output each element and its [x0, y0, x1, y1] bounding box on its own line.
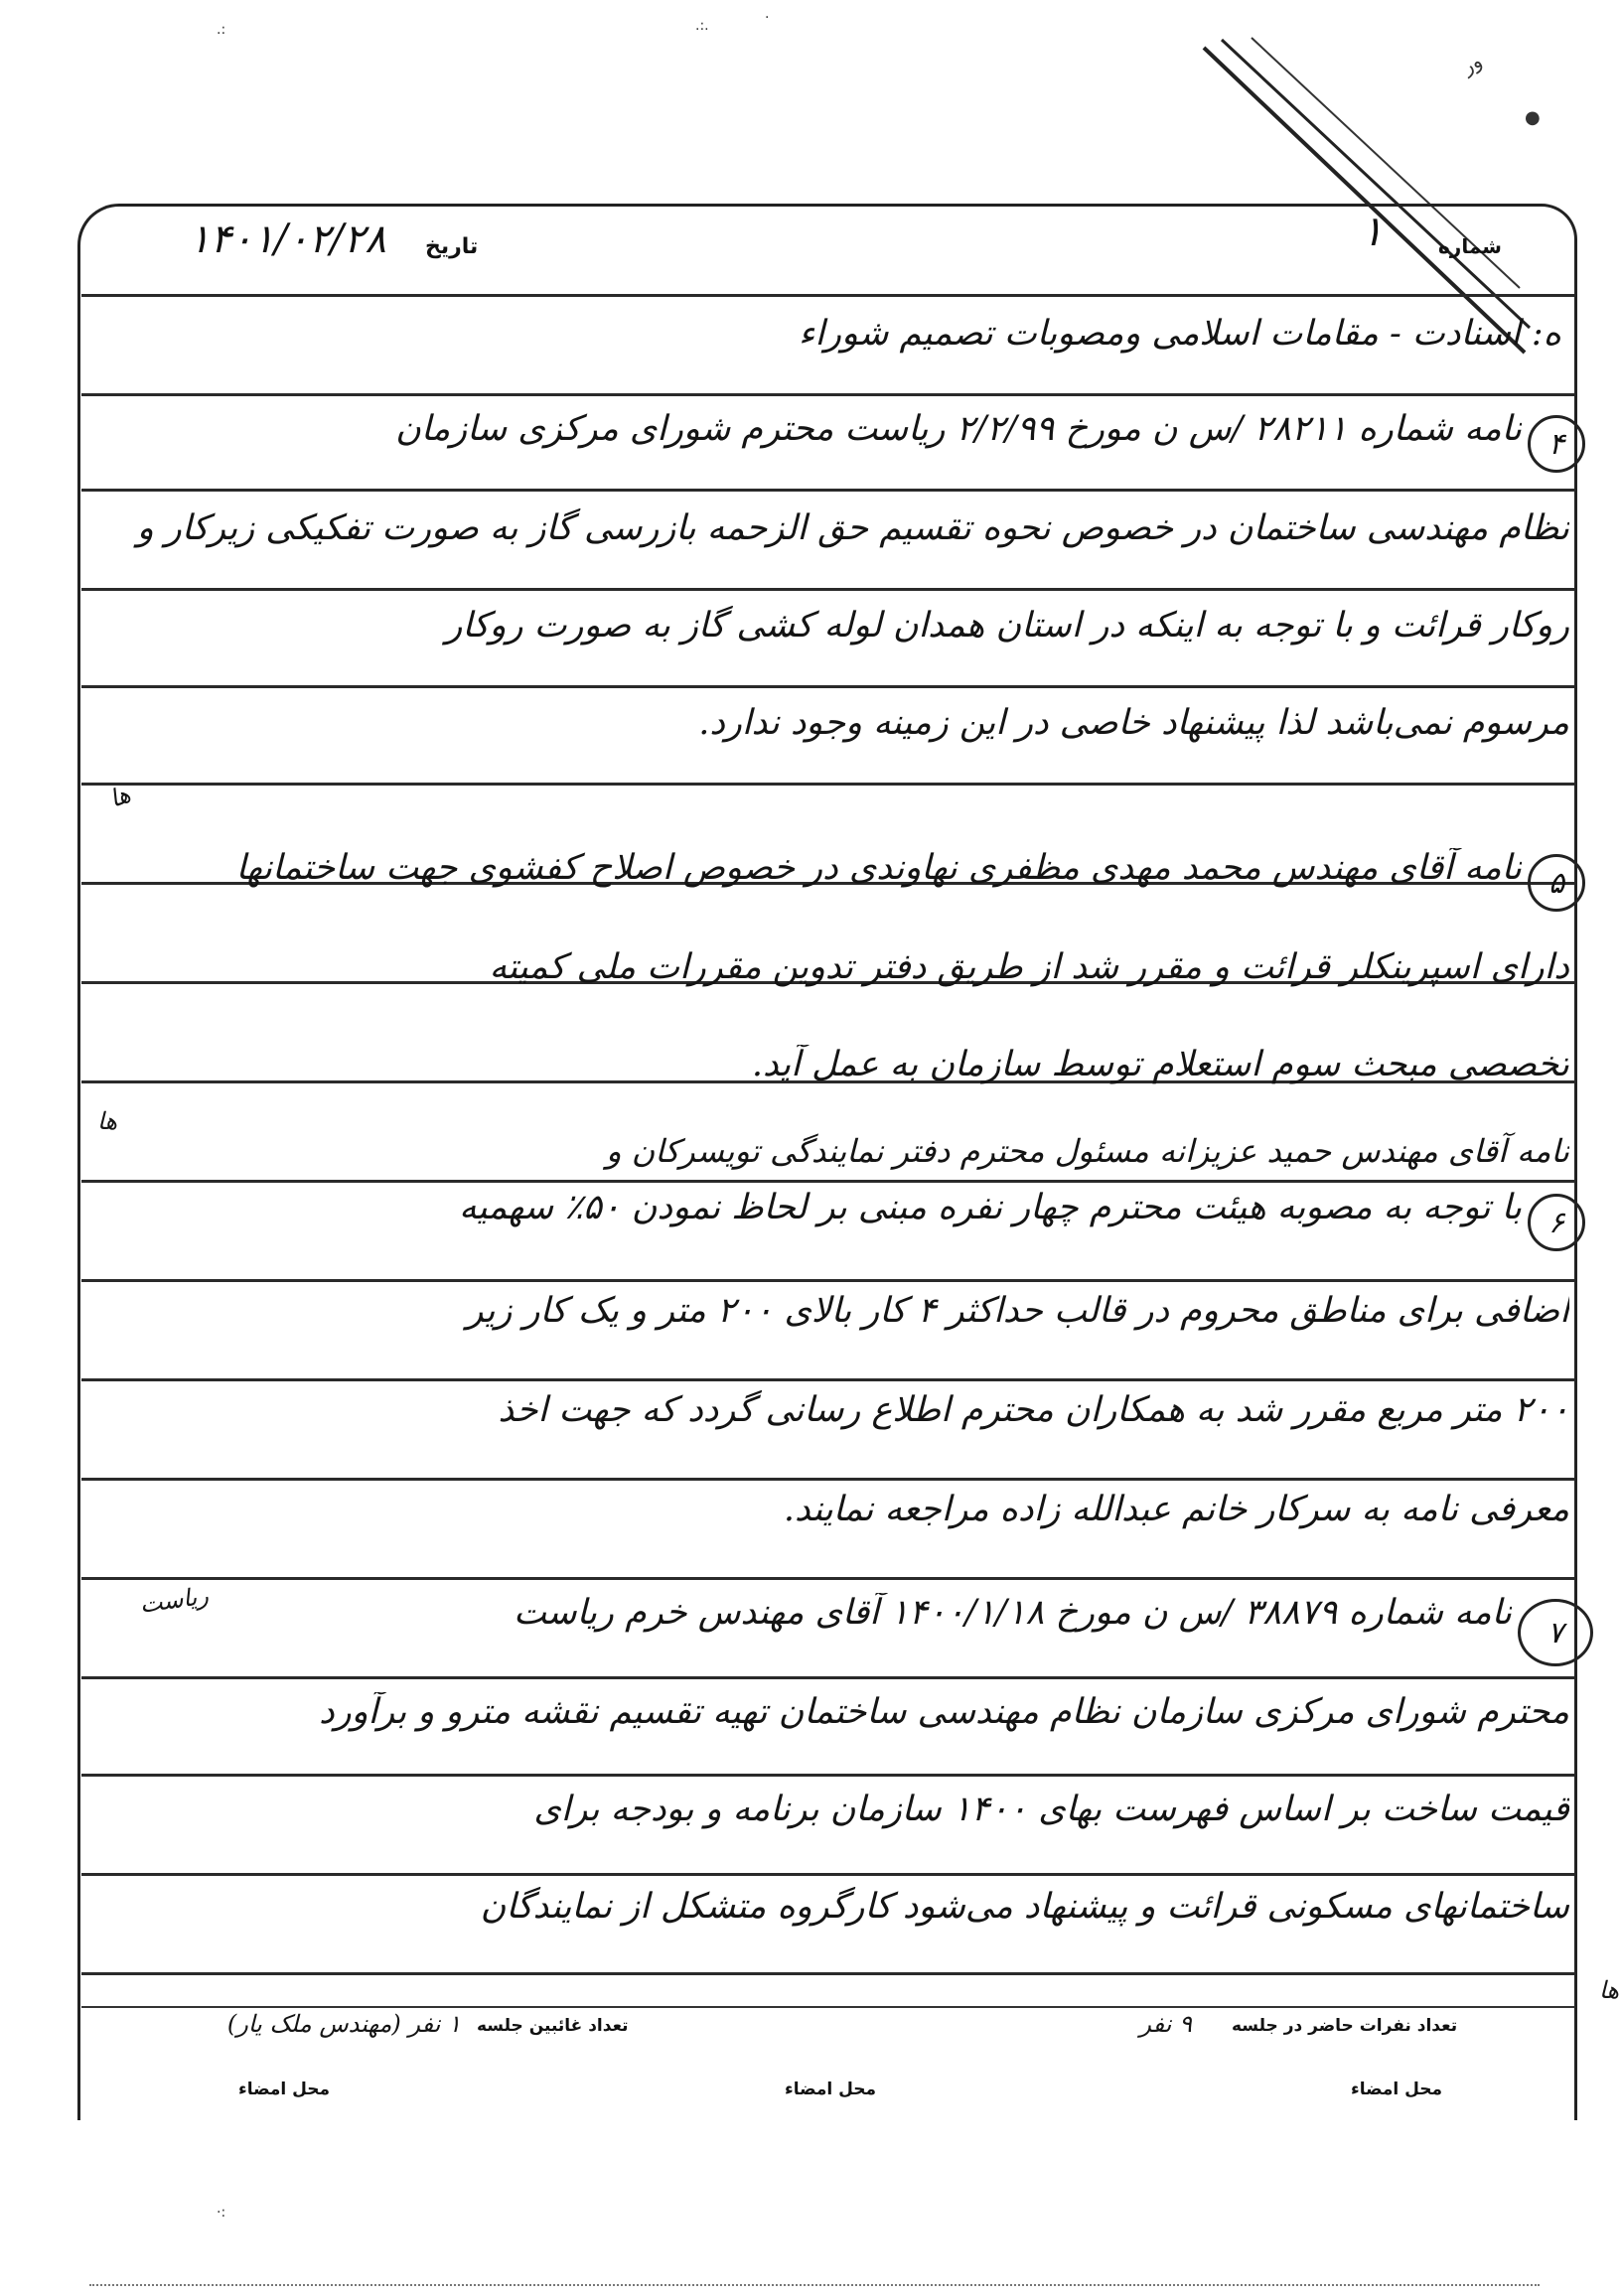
scan-speck: ·:: [217, 2205, 226, 2221]
ruled-line: [81, 294, 1575, 297]
number-value: ۱: [1361, 207, 1384, 255]
body-line-2: نامه شماره ۲۸۲۱۱ /س ن مورخ ۲/۲/۹۹ ریاست محترم شورای مرکزی سازمان: [395, 409, 1522, 449]
margin-note-4: ریاست: [137, 1581, 211, 1619]
footer-divider: [81, 2006, 1575, 2008]
present-label: تعداد نفرات حاضر در جلسه: [1232, 2016, 1458, 2036]
item-number-5: ۵: [1528, 854, 1585, 912]
ruled-line: [81, 1873, 1575, 1876]
ruled-line: [81, 1774, 1575, 1777]
item-number-6: ۶: [1528, 1194, 1585, 1251]
ruled-line: [81, 685, 1575, 688]
body-line-11: اضافی برای مناطق محروم در قالب حداکثر ۴ کار بالای ۲۰۰ متر و یک کار زیر: [466, 1291, 1569, 1331]
body-line-17: ساختمانهای مسکونی قرائت و پیشنهاد می‌شود کارگروه متشکل از نمایندگان: [480, 1887, 1569, 1927]
margin-note-2: ها: [97, 1107, 117, 1135]
body-line-4: روکار قرائت و با توجه به اینکه در استان همدان لوله کشی گاز به صورت روکار: [445, 606, 1569, 646]
body-line-16: قیمت ساخت بر اساس فهرست بهای ۱۴۰۰ سازمان برنامه و بودجه برای: [533, 1790, 1569, 1829]
body-line-7: دارای اسپرینکلر قرائت و مقرر شد از طریق دفتر تدوین مقررات ملی کمیته: [489, 947, 1569, 987]
scan-edge: [89, 2284, 1540, 2286]
ruled-line: [81, 1180, 1575, 1183]
date-value: ۱۴۰۱/۰۲/۲۸: [189, 216, 386, 262]
body-line-6: نامه آقای مهندس محمد مهدی مظفری نهاوندی در خصوص اصلاح کفشوی جهت ساختمانها: [235, 848, 1522, 888]
absent-value: ۱ نفر (مهندس ملک یار): [226, 2010, 461, 2038]
number-label: شماره: [1438, 234, 1502, 258]
margin-note-3: ها: [1599, 1976, 1619, 2004]
ruled-line: [81, 489, 1575, 492]
scan-speck: ●: [1525, 107, 1541, 128]
item-number-7: ۷: [1518, 1599, 1593, 1666]
body-line-9: نامه آقای مهندس حمید عزیزانه مسئول محترم دفتر نمایندگی تویسرکان و: [606, 1132, 1569, 1170]
body-line-12: ۲۰۰ متر مربع مقرر شد به همکاران محترم اطلاع رسانی گردد که جهت اخذ: [498, 1390, 1569, 1430]
body-line-15: محترم شورای مرکزی سازمان نظام مهندسی ساختمان تهیه تقسیم نقشه مترو و برآورد: [319, 1692, 1569, 1732]
body-line-10: با توجه به مصوبه هیئت محترم چهار نفره مبنی بر لحاظ نمودن ۵۰٪ سهمیه: [459, 1188, 1522, 1227]
signature-place-right: محل امضاء: [1351, 2080, 1443, 2099]
ruled-line: [81, 1378, 1575, 1381]
body-line-8: تخصصی مبحث سوم استعلام توسط سازمان به عمل آید.: [751, 1045, 1569, 1084]
ruled-line: [81, 588, 1575, 591]
ruled-line: [81, 1577, 1575, 1580]
scan-speck: .:: [217, 22, 226, 38]
ruled-line: [81, 1972, 1575, 1975]
ruled-line: [81, 1279, 1575, 1282]
ruled-line: [81, 783, 1575, 786]
body-line-1: ه: اسنادت - مقامات اسلامی ومصوبات تصمیم شوراء: [798, 314, 1561, 354]
body-line-3: نظام مهندسی ساختمان در خصوص نحوه تقسیم حق الزحمه بازرسی گاز به صورت تفکیکی زیرکار و: [136, 508, 1569, 548]
present-value: ۹ نفر: [1139, 2010, 1192, 2038]
absent-label: تعداد غائبین جلسه: [477, 2016, 629, 2036]
scan-speck: ﻭﺭ: [1457, 48, 1487, 79]
scan-speck: ·: [765, 10, 770, 26]
signature-place-middle: محل امضاء: [785, 2080, 877, 2099]
ruled-line: [81, 1676, 1575, 1679]
body-line-14: نامه شماره ۳۸۸۷۹ /س ن مورخ ۱۴۰۰/۱/۱۸ آقای مهندس خرم ریاست: [513, 1593, 1512, 1633]
scan-speck: .:.: [695, 18, 709, 34]
signature-place-left: محل امضاء: [238, 2080, 331, 2099]
body-line-5: مرسوم نمی‌باشد لذا پیشنهاد خاصی در این زمینه وجود ندارد.: [698, 703, 1569, 743]
date-label: تاریخ: [425, 234, 479, 259]
body-line-13: معرفی نامه به سرکار خانم عبدالله زاده مراجعه نمایند.: [783, 1490, 1569, 1529]
margin-note-1: ها: [105, 780, 134, 813]
item-number-4: ۴: [1528, 415, 1585, 473]
ruled-line: [81, 1478, 1575, 1481]
ruled-line: [81, 393, 1575, 396]
